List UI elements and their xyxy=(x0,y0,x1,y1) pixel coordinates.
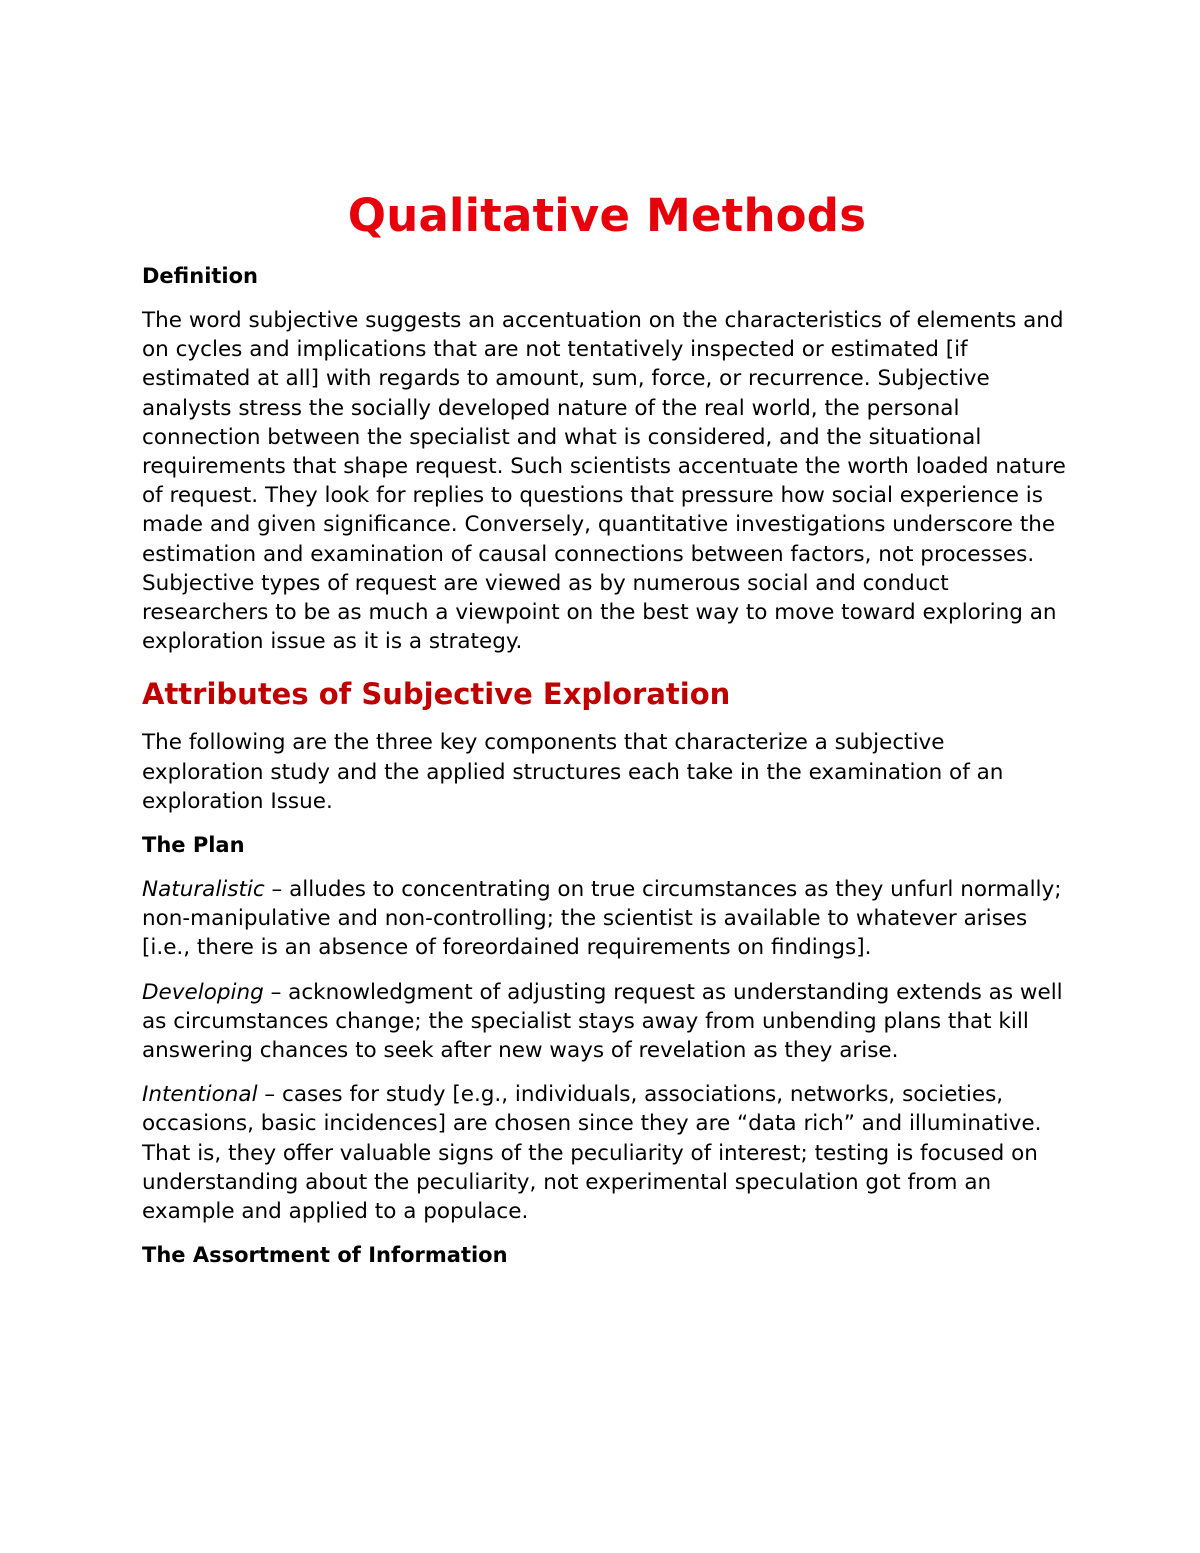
definition-paragraph: The word subjective suggests an accentuation on the characteristics of elements and on cycles and implications that are not tentatively inspected or estimated [if estimated at all] with regards to amount, sum, force, or recurrence. Subjective analysts stress the socially developed nature of the real world, the personal connection between the specialist and what is considered, and the situational requirements that shape request. Such scientists accentuate the worth loaded nature of request. They look for replies to questions that pressure how social experience is made and given significance. Conversely, quantitative investigations underscore the estimation and examination of causal connections between factors, not processes. Subjective types of request are viewed as by numerous social and conduct researchers to be as much a viewpoint on the best way to move toward exploring an exploration issue as it is a strategy. xyxy=(142,308,1066,655)
plan-term: Intentional xyxy=(142,1082,258,1108)
plan-description: – acknowledgment of adjusting request as understanding extends as well as circumstances change; the specialist stays away from unbending plans that kill answering chances to seek after new ways of revelation as they arise. xyxy=(142,979,1063,1064)
definition-heading: Definition xyxy=(142,264,259,288)
document-page xyxy=(142,188,1072,1285)
attributes-heading: Attributes of Subjective Exploration xyxy=(142,677,731,712)
plan-term: Developing xyxy=(142,979,264,1005)
plan-term: Naturalistic xyxy=(142,877,265,903)
plan-description: – cases for study [e.g., individuals, associations, networks, societies, occasions, basic incidences] are chosen since they are “data rich” and illuminative. That is, they offer valuable signs of the peculiarity of interest; testing is focused on understanding about the peculiarity, not experimental speculation got from an example and applied to a populace. xyxy=(142,1082,1042,1225)
plan-heading: The Plan xyxy=(142,833,245,858)
plan-item-intentional xyxy=(142,1080,1072,1226)
plan-item-developing xyxy=(142,978,1072,1066)
document-title: Qualitative Methods xyxy=(347,189,867,242)
plan-item-naturalistic xyxy=(142,875,1072,963)
assortment-heading: The Assortment of Information xyxy=(142,1243,508,1268)
attributes-intro-paragraph: The following are the three key components that characterize a subjective exploration study and the applied structures each take in the examination of an exploration Issue. xyxy=(142,730,1004,814)
plan-description: – alludes to concentrating on true circumstances as they unfurl normally; non-manipulative and non-controlling; the scientist is available to whatever arises [i.e., there is an absence of foreordained requirements on findings]. xyxy=(142,877,1062,961)
